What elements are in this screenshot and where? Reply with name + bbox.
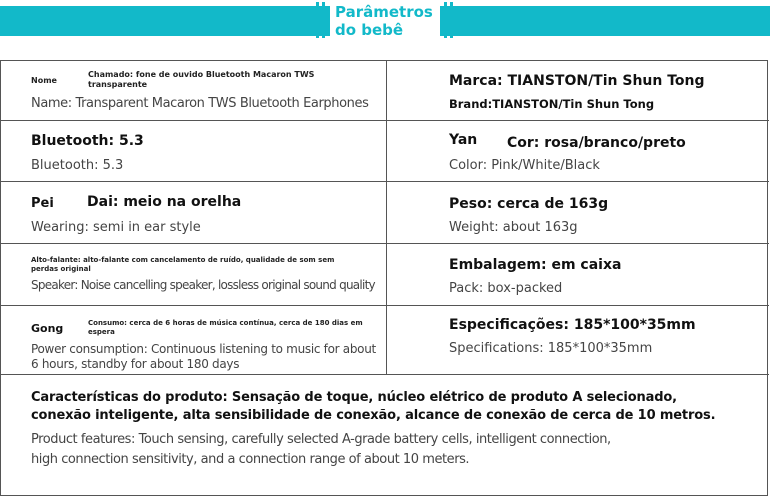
specs-en: Specifications: 185*100*35mm xyxy=(449,341,653,356)
speaker-en: Speaker: Noise cancelling speaker, lossless original sound quality xyxy=(31,278,375,292)
row-divider xyxy=(1,181,769,182)
decor-bar xyxy=(322,2,325,38)
page-title-line1: Parâmetros xyxy=(335,3,433,21)
name-en: Name: Transparent Macaron TWS Bluetooth Earphones xyxy=(31,96,369,111)
decor-bar xyxy=(450,2,453,38)
features-pt-line2: conexão inteligente, alta sensibilidade de conexão, alcance de conexão de cerca de 10 metros. xyxy=(31,408,716,423)
decor-bar xyxy=(444,2,447,38)
brand-en: Brand:TIANSTON/Tin Shun Tong xyxy=(449,97,655,111)
parameters-table xyxy=(0,60,768,496)
page-title-line2: do bebê xyxy=(335,21,404,39)
column-divider xyxy=(386,61,387,374)
features-en-line1: Product features: Touch sensing, carefully selected A-grade battery cells, intelligent connection, xyxy=(31,432,611,447)
name-pt-line2: transparente xyxy=(88,80,148,89)
wearing-pt: Dai: meio na orelha xyxy=(87,194,242,210)
wearing-label: Pei xyxy=(31,196,54,211)
weight-en: Weight: about 163g xyxy=(449,220,578,235)
packaging-pt: Embalagem: em caixa xyxy=(449,257,622,273)
weight-pt: Peso: cerca de 163g xyxy=(449,196,609,212)
row-divider xyxy=(1,120,769,121)
features-en-line2: high connection sensitivity, and a connection range of about 10 meters. xyxy=(31,452,470,467)
header-banner xyxy=(0,0,770,40)
row-divider xyxy=(1,305,769,306)
bluetooth-en: Bluetooth: 5.3 xyxy=(31,158,124,173)
decor-bar xyxy=(316,2,319,38)
name-pt-line1: Chamado: fone de ouvido Bluetooth Macaron TWS xyxy=(88,70,315,79)
color-en: Color: Pink/White/Black xyxy=(449,158,600,173)
power-pt-line2: espera xyxy=(88,328,115,336)
bluetooth-pt: Bluetooth: 5.3 xyxy=(31,133,144,149)
power-en-line1: Power consumption: Continuous listening to music for about xyxy=(31,342,376,356)
name-label: Nome xyxy=(31,76,57,85)
color-pt: Cor: rosa/branco/preto xyxy=(507,135,686,151)
features-pt-line1: Características do produto: Sensação de toque, núcleo elétrico de produto A selecionado, xyxy=(31,390,677,405)
row-divider xyxy=(1,374,769,375)
speaker-pt-line2: perdas original xyxy=(31,265,91,273)
specs-pt: Especificações: 185*100*35mm xyxy=(449,317,696,333)
brand-pt: Marca: TIANSTON/Tin Shun Tong xyxy=(449,73,705,89)
wearing-en: Wearing: semi in ear style xyxy=(31,220,201,235)
packaging-en: Pack: box-packed xyxy=(449,281,563,296)
row-divider xyxy=(1,243,769,244)
page-title xyxy=(335,3,440,39)
power-pt-line1: Consumo: cerca de 6 horas de música contínua, cerca de 180 dias em xyxy=(88,319,363,327)
power-label: Gong xyxy=(31,322,64,335)
power-en-line2: 6 hours, standby for about 180 days xyxy=(31,357,240,371)
speaker-pt-line1: Alto-falante: alto-falante com cancelamento de ruído, qualidade de som sem xyxy=(31,256,335,264)
color-label: Yan xyxy=(449,132,478,148)
